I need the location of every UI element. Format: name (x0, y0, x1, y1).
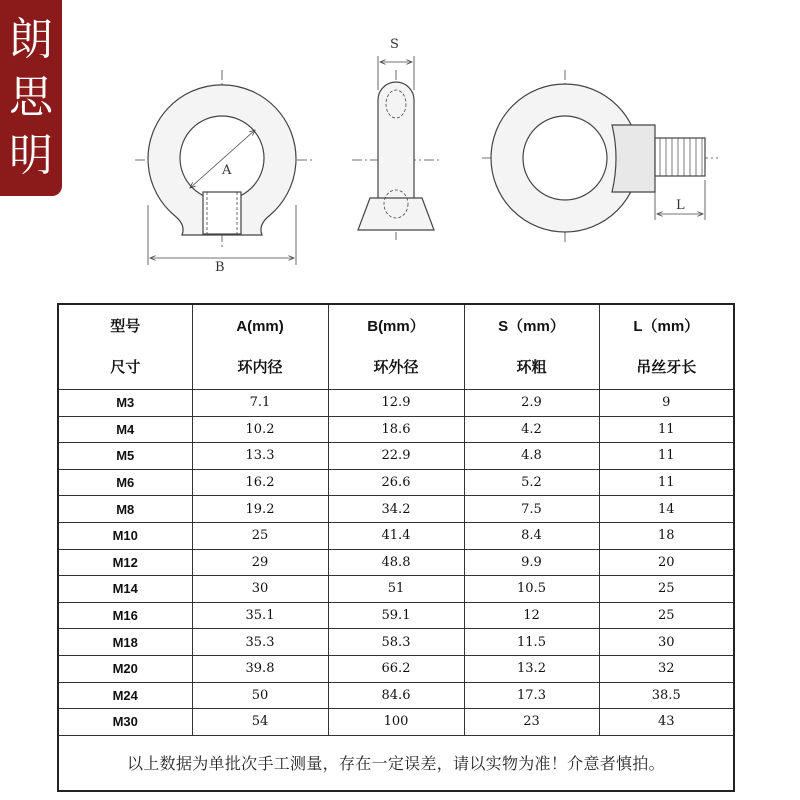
specification-table (57, 303, 735, 792)
outer-diameter-cell: 48.8 (328, 549, 464, 576)
outer-diameter-cell: 59.1 (328, 602, 464, 629)
ring-thickness-cell: 12 (464, 602, 599, 629)
inner-diameter-cell: 30 (192, 576, 328, 603)
size-cell: M14 (58, 576, 192, 603)
table-row (58, 416, 734, 443)
inner-diameter-cell: 35.3 (192, 629, 328, 656)
size-cell: M30 (58, 709, 192, 736)
dimension-label-a: A (222, 163, 232, 178)
table-row (58, 629, 734, 656)
ring-thickness-cell: 23 (464, 709, 599, 736)
table-row (58, 549, 734, 576)
thread-length-cell: 18 (599, 522, 734, 549)
table-row (58, 443, 734, 470)
thread-length-cell: 25 (599, 602, 734, 629)
inner-diameter-cell: 19.2 (192, 496, 328, 523)
table-row (58, 602, 734, 629)
size-cell: M5 (58, 443, 192, 470)
thread-length-cell: 14 (599, 496, 734, 523)
side-view (352, 56, 442, 240)
size-cell: M12 (58, 549, 192, 576)
thread-length-cell: 38.5 (599, 682, 734, 709)
ring-thickness-cell: 10.5 (464, 576, 599, 603)
inner-diameter-cell: 25 (192, 522, 328, 549)
disclaimer-note: 以上数据为单批次手工测量，存在一定误差，请以实物为准！介意者慎拍。 (58, 735, 734, 791)
outer-diameter-cell: 34.2 (328, 496, 464, 523)
outer-diameter-cell: 84.6 (328, 682, 464, 709)
inner-diameter-cell: 13.3 (192, 443, 328, 470)
ring-thickness-cell: 4.2 (464, 416, 599, 443)
inner-diameter-cell: 35.1 (192, 602, 328, 629)
outer-diameter-cell: 18.6 (328, 416, 464, 443)
thread-length-cell: 32 (599, 655, 734, 682)
ring-thickness-cell: 17.3 (464, 682, 599, 709)
thread-length-cell: 25 (599, 576, 734, 603)
size-cell: M18 (58, 629, 192, 656)
brand-char: 明 (9, 130, 53, 181)
inner-diameter-cell: 50 (192, 682, 328, 709)
inner-diameter-cell: 54 (192, 709, 328, 736)
ring-thickness-cell: 2.9 (464, 390, 599, 417)
ring-thickness-cell: 9.9 (464, 549, 599, 576)
dimension-label-l: L (676, 198, 685, 213)
thread-length-cell: 11 (599, 443, 734, 470)
header-ring-thickness: S（mm） 环粗 (464, 304, 599, 390)
header-size: 型号 尺寸 (58, 304, 192, 390)
thread-length-cell: 11 (599, 416, 734, 443)
dimension-label-s: S (390, 37, 399, 52)
outer-diameter-cell: 41.4 (328, 522, 464, 549)
inner-diameter-cell: 39.8 (192, 655, 328, 682)
header-outer-diameter: B(mm） 环外径 (328, 304, 464, 390)
inner-diameter-cell: 16.2 (192, 469, 328, 496)
right-view (482, 70, 718, 245)
size-cell: M4 (58, 416, 192, 443)
ring-thickness-cell: 4.8 (464, 443, 599, 470)
table-row (58, 469, 734, 496)
eye-nut-technical-drawing (0, 0, 800, 290)
outer-diameter-cell: 100 (328, 709, 464, 736)
size-cell: M3 (58, 390, 192, 417)
header-inner-diameter: A(mm) 环内径 (192, 304, 328, 390)
table-row (58, 522, 734, 549)
inner-diameter-cell: 29 (192, 549, 328, 576)
outer-diameter-cell: 51 (328, 576, 464, 603)
brand-char: 朗 (9, 14, 53, 65)
table-row (58, 576, 734, 603)
ring-thickness-cell: 5.2 (464, 469, 599, 496)
inner-diameter-cell: 10.2 (192, 416, 328, 443)
thread-length-cell: 30 (599, 629, 734, 656)
size-cell: M20 (58, 655, 192, 682)
thread-length-cell: 20 (599, 549, 734, 576)
ring-thickness-cell: 8.4 (464, 522, 599, 549)
table-header-row (58, 304, 734, 390)
thread-length-cell: 43 (599, 709, 734, 736)
ring-thickness-cell: 11.5 (464, 629, 599, 656)
outer-diameter-cell: 22.9 (328, 443, 464, 470)
outer-diameter-cell: 26.6 (328, 469, 464, 496)
table-row (58, 655, 734, 682)
note-row (58, 735, 734, 791)
ring-thickness-cell: 7.5 (464, 496, 599, 523)
inner-diameter-cell: 7.1 (192, 390, 328, 417)
size-cell: M8 (58, 496, 192, 523)
table-row (58, 682, 734, 709)
ring-thickness-cell: 13.2 (464, 655, 599, 682)
size-cell: M24 (58, 682, 192, 709)
header-thread-length: L（mm） 吊丝牙长 (599, 304, 734, 390)
size-cell: M10 (58, 522, 192, 549)
table-row (58, 390, 734, 417)
outer-diameter-cell: 58.3 (328, 629, 464, 656)
outer-diameter-cell: 12.9 (328, 390, 464, 417)
table-row (58, 496, 734, 523)
size-cell: M6 (58, 469, 192, 496)
thread-length-cell: 9 (599, 390, 734, 417)
table-row (58, 709, 734, 736)
thread-length-cell: 11 (599, 469, 734, 496)
dimension-label-b: B (215, 260, 225, 275)
brand-char: 思 (9, 72, 53, 123)
outer-diameter-cell: 66.2 (328, 655, 464, 682)
size-cell: M16 (58, 602, 192, 629)
